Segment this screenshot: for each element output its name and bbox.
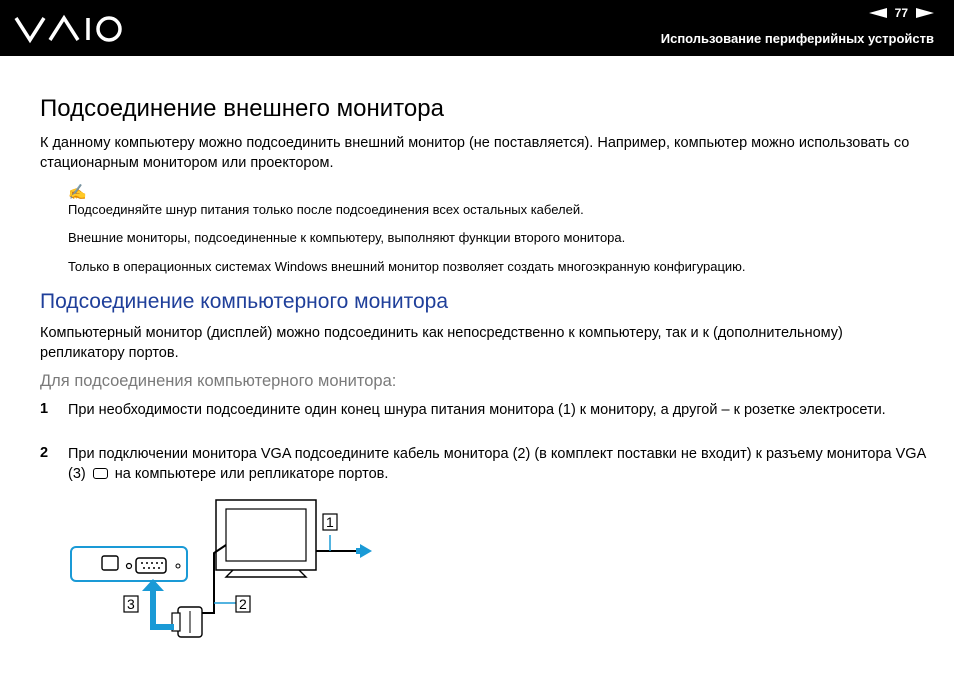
vaio-logo [14, 12, 124, 49]
vga-port-icon [93, 468, 108, 479]
page-navigation [869, 6, 934, 20]
vaio-logo-icon [14, 12, 124, 44]
vga-port [136, 558, 166, 573]
connection-diagram [68, 495, 408, 670]
note-pencil-icon: ✍ [68, 184, 87, 201]
step-2-text [68, 444, 928, 484]
callout-2: 2 [239, 596, 247, 612]
port-icon [102, 556, 118, 570]
sub-intro-paragraph: Компьютерный монитор (дисплей) можно подсоединить как непосредственно к компьютеру, так и к (дополнительному) репликатору портов. [40, 325, 843, 361]
procedure-heading: Для подсоединения компьютерного монитора: [40, 372, 397, 390]
page-title: Подсоединение внешнего монитора [40, 95, 444, 122]
intro-paragraph: К данному компьютеру можно подсоединить внешний монитор (не поставляется). Например, компьютер можно использовать со стационарным монитором или проектором. [40, 135, 910, 171]
next-page-icon[interactable] [916, 8, 934, 18]
step-2-text-b: на компьютере или репликаторе портов. [114, 466, 389, 482]
monitor [216, 500, 316, 570]
note-3: Только в операционных системах Windows внешний монитор позволяет создать многоэкранную конфигурацию. [68, 259, 746, 274]
page-header [0, 0, 954, 56]
step-1-text: При необходимости подсоедините один конец шнура питания монитора (1) к монитору, а другой – к розетке электросети. [68, 402, 886, 418]
callout-3: 3 [127, 596, 135, 612]
step-2-text-a: При подключении монитора VGA подсоедините кабель монитора (2) (в комплект поставки не входит) к разъему монитора VGA (3) [68, 446, 926, 482]
previous-page-icon[interactable] [869, 8, 887, 18]
section-subtitle: Подсоединение компьютерного монитора [40, 290, 449, 313]
page-number: 77 [894, 6, 908, 20]
note-1: Подсоединяйте шнур питания только после подсоединения всех остальных кабелей. [68, 202, 584, 217]
monitor-connection-illustration [68, 495, 408, 665]
section-title: Использование периферийных устройств [660, 31, 934, 46]
note-2: Внешние мониторы, подсоединенные к компьютеру, выполняют функции второго монитора. [68, 230, 626, 245]
step-1-number: 1 [40, 401, 49, 417]
step-2-number: 2 [40, 445, 49, 461]
callout-1: 1 [326, 514, 334, 530]
